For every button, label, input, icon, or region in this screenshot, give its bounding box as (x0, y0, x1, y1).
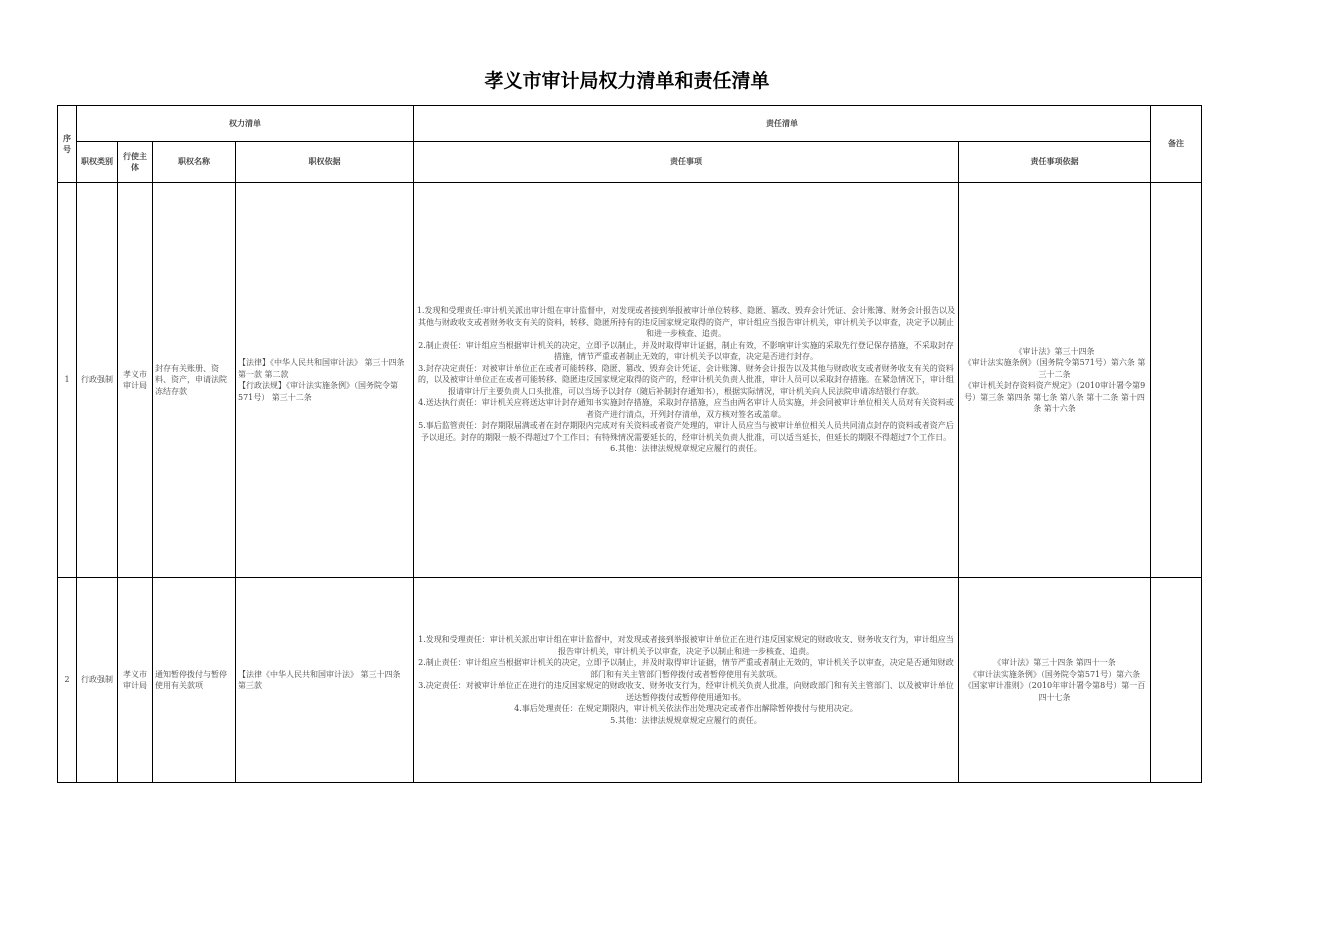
resp-item: 2.制止责任：审计组应当根据审计机关的决定，立即予以制止，并及时取得审计证据，情节严重或者制止无效的，审计机关予以审查，决定是否通知财政部门和有关主管部门暂停拨付或者暂停使用有关款项。 (418, 658, 954, 679)
header-responsibility-list: 责任清单 (414, 106, 1151, 142)
page-title: 孝义市审计局权力清单和责任清单 (484, 70, 770, 92)
cell-power-name: 封存有关账册、资料、资产，申请法院冻结存款 (153, 183, 236, 578)
table-row (58, 183, 1202, 578)
resp-basis-line: 《审计法实施条例》（国务院令第571号）第六条 (968, 669, 1141, 679)
cell-category: 行政强制 (77, 578, 118, 783)
resp-basis-line: 《审计法实施条例》（国务院令第571号）第六条 第三十二条 (963, 358, 1146, 379)
header-resp-basis: 责任事项依据 (959, 142, 1151, 183)
cell-seq: 1 (58, 183, 77, 578)
resp-basis-line: 《审计法》第三十四条 (1014, 346, 1095, 356)
cell-category: 行政强制 (77, 183, 118, 578)
cell-remarks (1151, 578, 1202, 783)
cell-power-basis (236, 183, 414, 578)
table-row (58, 578, 1202, 783)
header-power-name: 职权名称 (153, 142, 236, 183)
cell-resp-basis (959, 578, 1151, 783)
header-row-group (58, 106, 1202, 142)
cell-subject: 孝义市审计局 (118, 578, 153, 783)
header-seq: 序号 (58, 106, 77, 183)
resp-item: 6.其他：法律法规规章规定应履行的责任。 (610, 444, 762, 454)
resp-item: 2.制止责任：审计组应当根据审计机关的决定，立即予以制止，并及时取得审计证据，制止有效，不影响审计实施的采取先行登记保存措施，不采取封存措施，情节严重或者制止无效的，审计机关予以审查，决定是否进行封存。 (418, 340, 954, 362)
header-power-list: 权力清单 (77, 106, 414, 142)
power-basis-line: 【行政法规】《审计法实施条例》（国务院令第571号） 第三十二条 (238, 381, 398, 402)
header-row-columns (58, 142, 1202, 183)
resp-item: 4.送达执行责任：审计机关应将送达审计封存通知书实施封存措施，采取封存措施，应当由两名审计人员实施，并会同被审计单位相关人员对有关资料或者资产进行清点，开列封存清单，双方核对签名或盖章。 (418, 398, 954, 419)
cell-resp-items (414, 578, 959, 783)
resp-item: 1.发现和受理责任：审计机关派出审计组在审计监督中，对发现或者接到举报被审计单位正在进行违反国家规定的财政收支、财务收支行为，审计组应当报告审计机关，审计机关予以审查，决定予以制止和进一步核查、追责。 (418, 635, 954, 656)
cell-power-name: 通知暂停拨付与暂停使用有关款项 (153, 578, 236, 783)
resp-item: 3.封存决定责任：对被审计单位正在或者可能转移、隐匿、篡改、毁弃会计凭证、会计账簿、财务会计报告以及其他与财政收支或者财务收支有关的资料的，以及被审计单位正在或者可能转移、隐匿违反国家规定取得的资产的，经审计机关负责人批准，审计人员可以采取封存措施。在紧急情况下，审计组报请审计厅主要负责人口头批准，可以当场予以封存（随后补制封存通知书），根据实际情况，审计机关向人民法院申请冻结银行存款。 (418, 363, 954, 396)
resp-item: 3.决定责任：对被审计单位正在进行的违反国家规定的财政收支、财务收支行为，经审计机关负责人批准，向财政部门和有关主管部门、以及被审计单位送达暂停拨付或暂停使用通知书。 (418, 681, 954, 702)
header-power-basis: 职权依据 (236, 142, 414, 183)
power-responsibility-table (57, 105, 1202, 783)
cell-subject: 孝义市审计局 (118, 183, 153, 578)
resp-basis-line: 《国家审计准则》（2010年审计署令第8号）第一百四十七条 (963, 681, 1146, 702)
header-subject: 行使主体 (118, 142, 153, 183)
resp-basis-line: 《审计法》第三十四条 第四十一条 (993, 658, 1116, 667)
header-resp-items: 责任事项 (414, 142, 959, 183)
resp-item: 1.发现和受理责任:审计机关派出审计组在审计监督中，对发现或者接到举报被审计单位转移、隐匿、篡改、毁弃会计凭证、会计账簿、财务会计报告以及其他与财政收支或者财务收支有关的资料，转移、隐匿所持有的违反国家规定取得的资产，审计组应当报告审计机关，审计机关予以审查，决定予以制止和进一步核查、追责。 (416, 306, 956, 339)
resp-item: 5.其他：法律法规规章规定应履行的责任。 (610, 715, 762, 725)
cell-remarks (1151, 183, 1202, 578)
cell-power-basis (236, 578, 414, 783)
resp-item: 4.事后处理责任：在规定期限内，审计机关依法作出处理决定或者作出解除暂停拨付与使用决定。 (514, 704, 858, 713)
cell-resp-basis (959, 183, 1151, 578)
cell-seq: 2 (58, 578, 77, 783)
power-basis-line: 【法律】《中华人民共和国审计法》 第三十四条 第一款 第二款 (238, 358, 405, 379)
header-category: 职权类别 (77, 142, 118, 183)
resp-basis-line: 《审计机关封存资料资产规定》（2010审计署令第9号）第三条 第四条 第七条 第八条 第十二条 第十四条 第十六条 (963, 381, 1146, 413)
power-basis-line: 【法律《中华人民共和国审计法》 第三十四条 第三款 (238, 669, 401, 690)
cell-resp-items (414, 183, 959, 578)
header-remarks: 备注 (1151, 106, 1202, 183)
resp-item: 5.事后监管责任：封存期限届满或者在封存期限内完成对有关资料或者资产处理的，审计人员应当与被审计单位相关人员共同清点封存的资料或者资产后予以退还。封存的期限一般不得超过7个工作日；有特殊情况需要延长的，经审计机关负责人批准，可以适当延长，但延长的期限不得超过7个工作日。 (418, 421, 954, 442)
